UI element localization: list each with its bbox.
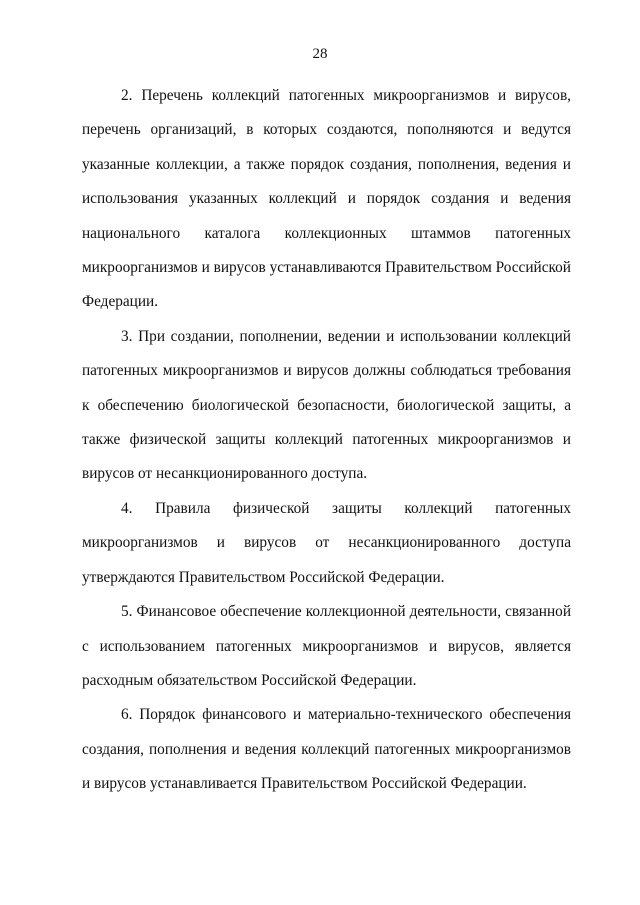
paragraph-6: 6. Порядок финансового и материально-технического обеспечения создания, пополнения и ведения коллекций патогенных микроорганизмов и вирусов устанавливается Правительством Российской Федерации. [82, 706, 571, 793]
document-body [82, 79, 571, 802]
page-number: 28 [312, 46, 328, 62]
paragraph-5: 5. Финансовое обеспечение коллекционной деятельности, связанной с использованием патогенных микроорганизмов и вирусов, является расходным обязательством Российской Федерации. [82, 603, 571, 689]
paragraph-4: 4. Правила физической защиты коллекций патогенных микроорганизмов и вирусов от несанкционированного доступа утверждаются Правительством Российской Федерации. [82, 499, 571, 586]
paragraph-3: 3. При создании, пополнении, ведении и использовании коллекций патогенных микроорганизмов и вирусов должны соблюдаться требования к обеспечению биологической безопасности, биологической защиты, а также физической защиты коллекций патогенных микроорганизмов и вирусов от несанкционированного доступа. [82, 327, 571, 483]
paragraph-2: 2. Перечень коллекций патогенных микроорганизмов и вирусов, перечень организаций, в которых создаются, пополняются и ведутся указанные коллекции, а также порядок создания, пополнения, ведения и использования указанных коллекций и порядок создания и ведения национального каталога коллекционных штаммов патогенных микроорганизмов и вирусов устанавливаются Правительством Российской Федерации. [82, 87, 571, 311]
